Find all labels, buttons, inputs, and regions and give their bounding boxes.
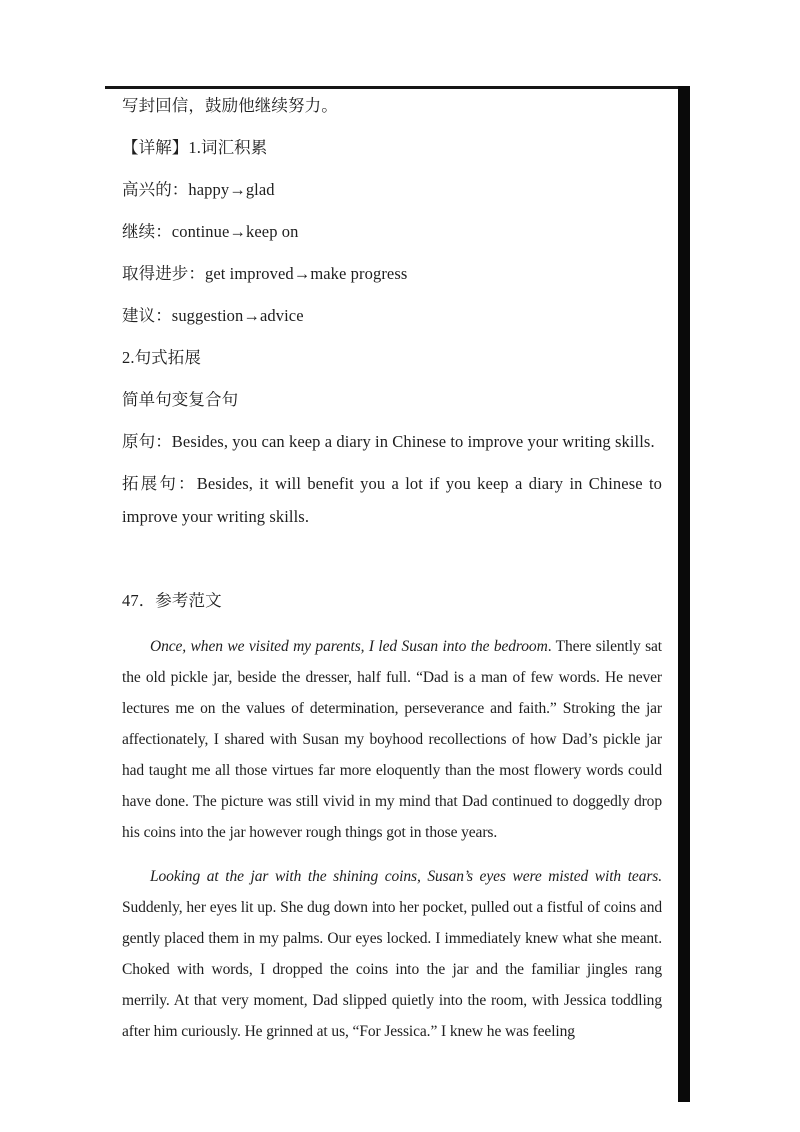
essay-paragraph-2-lead: Looking at the jar with the shining coins, Susan’s eyes were misted with tears.: [150, 868, 662, 885]
vocab-line-progress: 取得进步：get improved→make progress: [122, 264, 408, 283]
expanded-sentence-line: 拓展句：Besides, it will benefit you a lot if you keep a diary in Chinese to improve your writing skills.: [122, 474, 662, 526]
blank-line: [122, 542, 662, 584]
essay-paragraph-1-body: . There silently sat the old pickle jar, beside the dresser, half full. “Dad is a man of few words. He never lectures me on the values of determination, perseverance and faith.” Stroking the jar affectionately, I shared with Susan my boyhood recollections of how Dad’s pickle jar had taught me all those virtues far more eloquently than the most flowery words could have done. The picture was still vivid in my mind that Dad continued to doggedly drop his coins into the jar however rough things got in those years.: [122, 638, 663, 841]
essay-paragraph-1: [122, 631, 662, 848]
original-sentence-line: 原句：Besides, you can keep a diary in Chinese to improve your writing skills.: [122, 432, 655, 451]
sentence-section-subheader: 简单句变复合句: [122, 390, 239, 409]
analysis-detail-header: 【详解】1.词汇积累: [122, 138, 268, 157]
essay-number-header: 47．参考范文: [122, 591, 222, 610]
essay-paragraph-2: [122, 861, 662, 1040]
page-right-shadow-edge: [678, 86, 690, 1102]
vocab-line-happy: 高兴的：happy→glad: [122, 180, 275, 199]
sentence-section-header: 2.句式拓展: [122, 348, 201, 367]
vocab-line-advice: 建议：suggestion→advice: [122, 306, 304, 325]
essay-paragraph-2-body: Suddenly, her eyes lit up. She dug down into her pocket, pulled out a fistful of coins and gently placed them in my palms. Our eyes locked. I immediately knew what she meant. Choked with words, I dropped the coins into the jar and the familiar jingles rang merrily. At that very moment, Dad slipped quietly into the room, with Jessica toddling after him curiously. He grinned at us, “For Jessica.” I knew he was feeling: [122, 899, 662, 1040]
reply-instruction-line: 写封回信，鼓励他继续努力。: [122, 96, 338, 115]
vocab-line-continue: 继续：continue→keep on: [122, 222, 299, 241]
document-page: [105, 89, 678, 1040]
essay-paragraph-1-lead: Once, when we visited my parents, I led Susan into the bedroom: [150, 638, 548, 655]
